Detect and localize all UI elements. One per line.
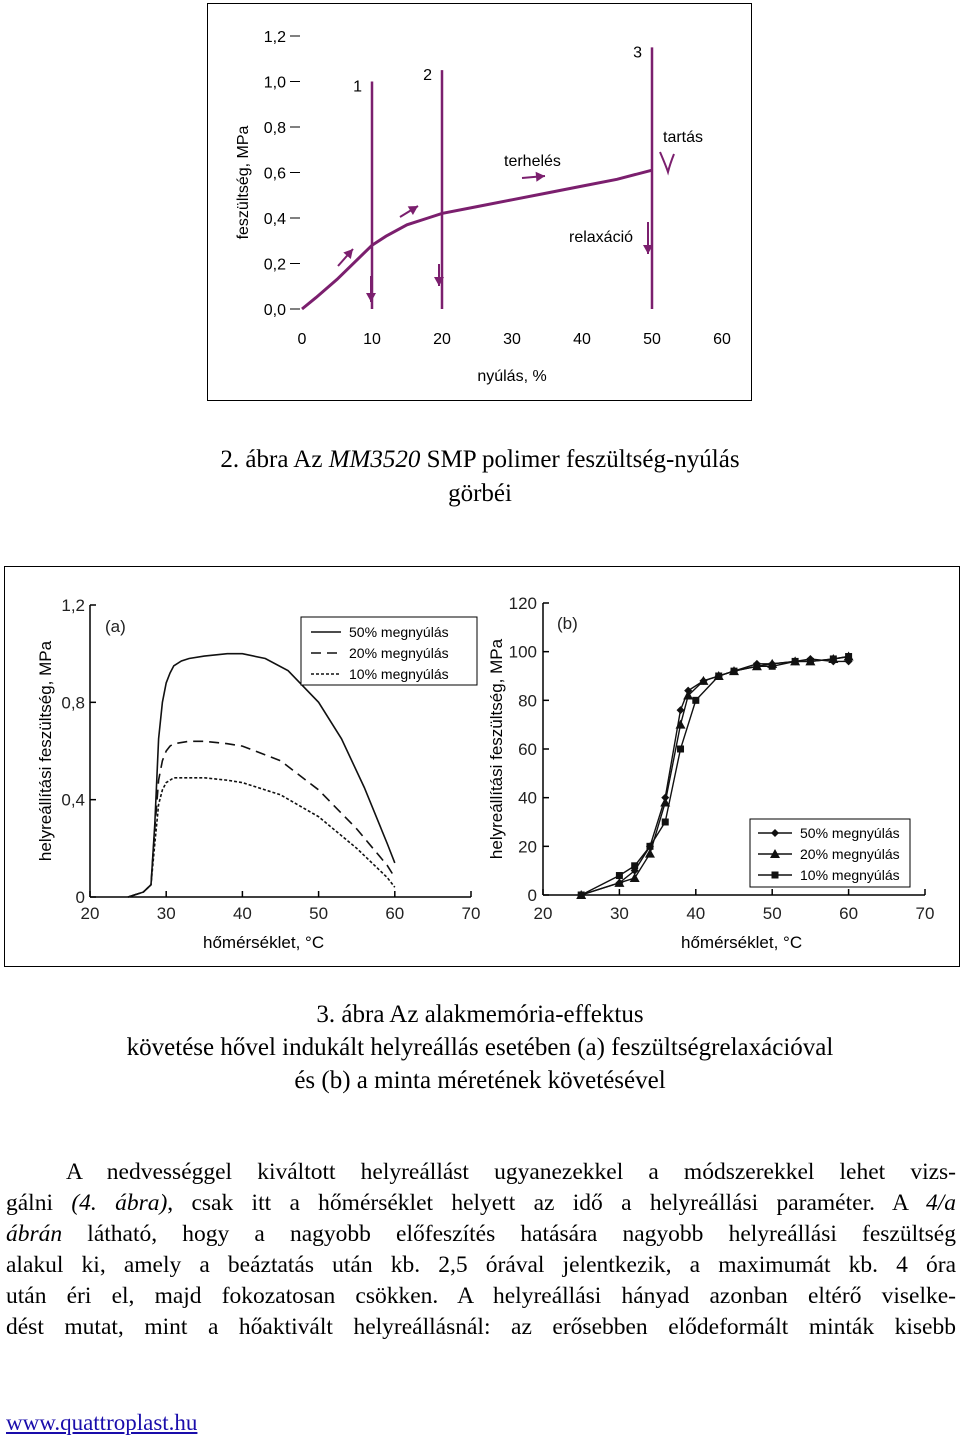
y-tick-label: 0,0 [263,302,286,319]
b-data-point [578,892,585,899]
b-data-point [677,746,684,753]
a-y-tick-label: 0,8 [61,693,85,713]
b-legend-marker [772,872,779,879]
x-tick-label: 20 [433,331,451,348]
cycle-label-3: 3 [633,44,642,62]
footer-website-link[interactable]: www.quattroplast.hu [6,1410,198,1435]
x-tick-label: 30 [503,331,521,348]
x-tick-label: 50 [643,331,661,348]
b-legend-label: 10% megnyúlás [800,867,900,883]
a-x-tick-label: 70 [461,904,481,923]
b-data-point [807,658,814,665]
b-data-point [676,720,686,729]
b-data-point [631,862,638,869]
body-line-5: után éri el, majd fokozatosan csökken. A helyreállási hányad azonban eltérő viselke- [6,1283,956,1309]
a-panel-label: (a) [105,617,126,636]
x-tick-label: 40 [573,331,591,348]
b-y-tick-label: 120 [508,594,537,613]
a-y-axis-label: helyreállítási feszültség, MPa [36,640,55,862]
figure2-caption-italic: MM3520 [328,446,421,473]
a-y-tick-label: 0 [75,888,85,907]
b-y-tick-label: 80 [518,691,537,711]
x-tick-label: 0 [297,331,307,348]
figure2-chart [208,4,753,402]
y-tick-label: 1,0 [263,74,286,92]
b-x-tick-label: 50 [762,904,782,923]
b-data-point [616,872,623,879]
a-legend-label: 20% megnyúlás [349,645,449,661]
relax-arrow-1-head [366,293,376,302]
body-paragraph [6,1157,956,1343]
b-data-point [692,697,699,704]
b-panel-label: (b) [557,614,578,633]
b-x-tick-label: 40 [686,904,706,923]
b-y-tick-label: 20 [518,837,537,857]
y-tick-label: 0,8 [263,120,286,137]
b-data-point [662,819,669,826]
figure3-caption-line2: követése hővel indukált helyreállás esetében (a) feszültségrelaxációval [126,1034,834,1061]
a-x-tick-label: 20 [80,904,100,923]
b-y-tick-label: 60 [518,740,537,759]
y-tick-label: 0,4 [263,211,286,228]
body-line-4: alakul ki, amely a beáztatás után kb. 2,5 órával jelentkezik, a maximumát kb. 4 óra [6,1252,956,1278]
cycle-label-2: 2 [423,67,432,85]
b-data-point [715,673,722,680]
figure3-panel [4,566,960,967]
figure3-caption-line3: és (b) a minta méretének követésével [294,1067,666,1094]
b-x-axis-label: hőmérséklet, °C [681,933,803,952]
b-data-point [769,663,776,670]
body-line-6: dést mutat, mint a hőaktivált helyreállásnál: az erősebben elődeformált minták kisebb [6,1314,956,1340]
hold-arrow [660,152,674,172]
b-y-axis-label: helyreállítási feszültség, MPa [487,638,506,860]
b-y-tick-label: 0 [527,886,537,905]
a-legend-label: 10% megnyúlás [349,666,449,682]
a-series-line [128,778,395,897]
x-axis-label: nyúlás, % [477,368,547,385]
b-x-tick-label: 20 [533,904,553,923]
annotation-relaxation: relaxáció [569,229,634,246]
a-x-tick-label: 30 [156,904,176,923]
a-series-line [128,741,395,897]
b-data-point [845,653,852,660]
cycle-label-1: 1 [353,78,362,96]
a-x-tick-label: 50 [309,904,329,923]
annotation-loading: terhelés [504,153,561,170]
a-y-tick-label: 0,4 [61,790,85,810]
body-line-2: gálni (4. ábra), csak itt a hőmérséklet helyett az idő a helyreállási paraméter. A 4/a [6,1190,957,1216]
a-legend-label: 50% megnyúlás [349,624,449,640]
y-tick-label: 0,2 [263,256,286,274]
b-y-tick-label: 40 [518,788,537,808]
b-x-tick-label: 30 [609,904,629,923]
figure2-panel [207,3,752,401]
figure3-caption-line1: 3. ábra Az alakmemória-effektus [316,1001,644,1028]
figure3-chart [5,567,960,968]
b-x-tick-label: 60 [839,904,859,923]
b-x-tick-label: 70 [915,904,935,923]
b-data-point [792,658,799,665]
body-line-3: ábrán látható, hogy a nagyobb előfeszítés hatására nagyobb helyreállási feszültség [6,1221,956,1247]
y-axis-label: feszültség, MPa [235,125,252,240]
y-tick-label: 1,2 [263,29,286,46]
a-x-axis-label: hőmérséklet, °C [203,933,325,952]
x-tick-label: 60 [713,331,731,348]
figure2-caption: 2. ábra Az MM3520 SMP polimer feszültség-nyúlás [220,446,740,473]
annotation-hold: tartás [663,129,704,146]
x-tick-label: 10 [363,331,381,348]
b-y-tick-label: 100 [508,642,537,662]
b-legend-label: 50% megnyúlás [800,825,900,841]
b-data-point [646,843,653,850]
body-line-1: A nedvességgel kiváltott helyreállást ugyanezekkel a módszerekkel lehet vizs- [66,1159,956,1185]
b-legend-label: 20% megnyúlás [800,846,900,862]
b-data-point [753,663,760,670]
b-data-point [731,668,738,675]
a-x-tick-label: 60 [385,904,405,923]
a-series-line [128,654,395,897]
a-x-tick-label: 40 [232,904,252,923]
y-tick-label: 0,6 [263,165,286,183]
b-data-point [830,655,837,662]
load-arrow-3-head [536,172,545,182]
a-y-tick-label: 1,2 [61,596,85,615]
figure2-caption-line2: görbéi [448,480,512,507]
